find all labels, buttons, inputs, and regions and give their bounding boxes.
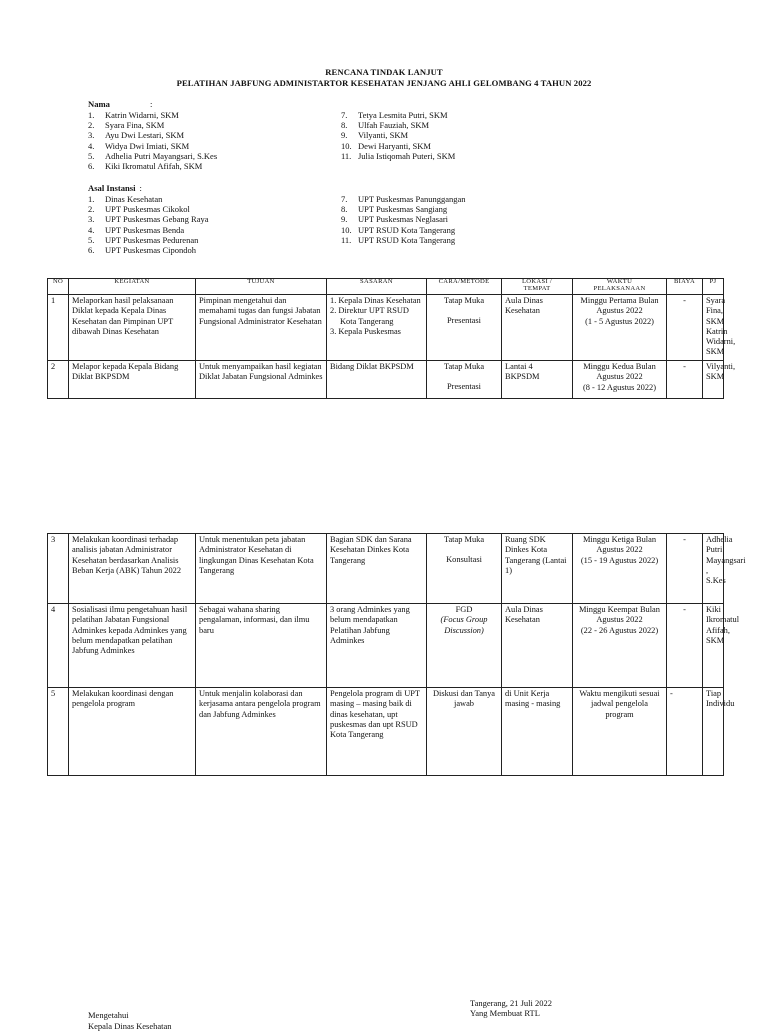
cell-no: 4 <box>48 604 69 688</box>
header-waktu: WAKTU PELAKSANAAN <box>573 279 667 295</box>
table-row <box>48 534 724 604</box>
cell-waktu: Minggu Kedua Bulan Agustus 2022 (8 - 12 Agustus 2022) <box>573 361 667 399</box>
list-item: 3. UPT Puskesmas Gebang Raya <box>88 214 209 225</box>
signature-left <box>88 1010 172 1032</box>
cell-sasaran: 3 orang Adminkes yang belum mendapatkan Pelatihan Jabfung Adminkes <box>327 604 427 688</box>
cell-biaya: - <box>667 688 703 776</box>
list-item: 8. Ulfah Fauziah, SKM <box>341 120 430 131</box>
cell-cara: Tatap Muka Konsultasi <box>427 534 502 604</box>
sasaran-item: 2. Direktur UPT RSUD Kota Tangerang <box>330 306 409 326</box>
cell-kegiatan: Melakukan koordinasi dengan pengelola program <box>69 688 196 776</box>
list-item: 2. Syara Fina, SKM <box>88 120 165 131</box>
table-row <box>48 688 724 776</box>
cell-biaya: - <box>667 604 703 688</box>
cell-tujuan: Untuk menyampaikan hasil kegiatan Diklat Jabatan Fungsional Adminkes <box>196 361 327 399</box>
cell-cara: Diskusi dan Tanya jawab <box>427 688 502 776</box>
sasaran-item: 3. Kepala Puskesmas <box>330 326 401 336</box>
list-item: 6. UPT Puskesmas Cipondoh <box>88 244 196 255</box>
cell-pj: Adhelia Putri Mayangsari , S.Kes <box>703 534 724 604</box>
list-item: 6. Kiki Ikromatul Afifah, SKM <box>88 160 203 171</box>
list-item: 1. Katrin Widarni, SKM <box>88 110 179 120</box>
cell-kegiatan: Melapor kepada Kepala Bidang Diklat BKPSDM <box>69 361 196 399</box>
cell-lokasi: Aula Dinas Kesehatan <box>502 295 573 361</box>
table-row <box>48 361 724 399</box>
cell-biaya: - <box>667 361 703 399</box>
cell-pj: Vilyanti, SKM <box>703 361 724 399</box>
list-item: 3. Ayu Dwi Lestari, SKM <box>88 130 185 141</box>
cell-tujuan: Sebagai wahana sharing pengalaman, informasi, dan ilmu baru <box>196 604 327 688</box>
cell-pj: Tiap Individu <box>703 688 724 776</box>
cell-pj: Kiki Ikromatul Afifah, SKM <box>703 604 724 688</box>
table-header-row <box>48 279 724 295</box>
signature-approval: Mengetahui <box>88 1010 129 1020</box>
rtl-table-part-1 <box>47 278 736 399</box>
list-item: 11. Julia Istiqomah Puteri, SKM <box>341 150 456 161</box>
list-item: 9. Vilyanti, SKM <box>341 130 409 141</box>
cell-biaya: - <box>667 534 703 604</box>
cell-lokasi: Lantai 4 BKPSDM <box>502 361 573 399</box>
list-item: 5. UPT Puskesmas Pedurenan <box>88 234 199 245</box>
nama-list-right <box>341 110 455 161</box>
signature-right <box>470 998 552 1018</box>
instansi-colon: : <box>139 183 142 193</box>
nama-label <box>88 99 152 109</box>
cell-no: 2 <box>48 361 69 399</box>
header-lokasi: LOKASI / TEMPAT <box>502 279 573 295</box>
cell-waktu: Waktu mengikuti sesuai jadwal pengelola program <box>573 688 667 776</box>
sasaran-item: 1. Kepala Dinas Kesehatan <box>330 296 421 305</box>
instansi-list-left <box>88 194 209 255</box>
list-item: 4. Widya Dwi Imiati, SKM <box>88 140 190 151</box>
list-item: 10. Dewi Haryanti, SKM <box>341 140 431 151</box>
list-item: 7. UPT Puskesmas Panunggangan <box>341 194 466 204</box>
signature-date: Tangerang, 21 Juli 2022 <box>470 998 553 1008</box>
cell-waktu: Minggu Pertama Bulan Agustus 2022 (1 - 5 Agustus 2022) <box>573 295 667 361</box>
table-row <box>48 295 724 361</box>
nama-label-text: Nama <box>88 99 110 109</box>
cell-tujuan: Untuk menjalin kolaborasi dan kerjasama antara pengelola program dan Jabfung Adminkes <box>196 688 327 776</box>
cell-waktu: Minggu Ketiga Bulan Agustus 2022 (15 - 19 Agustus 2022) <box>573 534 667 604</box>
list-item: 4. UPT Puskesmas Benda <box>88 224 185 235</box>
header-biaya: BIAYA <box>667 279 703 295</box>
list-item: 9. UPT Puskesmas Neglasari <box>341 214 449 225</box>
signature-head: Kepala Dinas Kesehatan <box>88 1021 172 1032</box>
cell-no: 3 <box>48 534 69 604</box>
cell-sasaran <box>327 295 427 361</box>
header-tujuan: TUJUAN <box>196 279 327 295</box>
cell-no: 1 <box>48 295 69 361</box>
table-row <box>48 604 724 688</box>
cell-no: 5 <box>48 688 69 776</box>
nama-colon: : <box>149 99 153 109</box>
cell-biaya: - <box>667 295 703 361</box>
document-title: RENCANA TINDAK LANJUT <box>325 67 443 77</box>
cell-cara: Tatap Muka Presentasi <box>427 295 502 361</box>
cell-lokasi: di Unit Kerja masing - masing <box>502 688 573 776</box>
header-sasaran: SASARAN <box>327 279 427 295</box>
cell-lokasi: Ruang SDK Dinkes Kota Tangerang (Lantai 1) <box>502 534 573 604</box>
nama-list-left <box>88 110 217 171</box>
instansi-label-text: Asal Instansi <box>88 183 136 193</box>
cell-tujuan: Pimpinan mengetahui dan memahami tugas dan fungsi Jabatan Fungsional Administrator Kesehatan <box>196 295 327 361</box>
header-kegiatan: KEGIATAN <box>69 279 196 295</box>
cell-cara: Tatap Muka Presentasi <box>427 361 502 399</box>
cell-kegiatan: Sosialisasi ilmu pengetahuan hasil pelatihan Jabatan Fungsional Adminkes kepada Adminkes yang belum mendapatkan pelatihan Jabfung Adminkes <box>69 604 196 688</box>
cell-sasaran: Pengelola program di UPT masing – masing baik di dinas kesehatan, upt puskesmas dan upt RSUD Kota Tangerang <box>327 688 427 776</box>
instansi-label <box>88 183 142 193</box>
cell-pj: Syara Fina, SKM Katrin Widarni, SKM <box>703 295 724 361</box>
document-subtitle: PELATIHAN JABFUNG ADMINISTARTOR KESEHATAN JENJANG AHLI GELOMBANG 4 TAHUN 2022 <box>176 78 592 88</box>
cell-waktu: Minggu Keempat Bulan Agustus 2022 (22 - 26 Agustus 2022) <box>573 604 667 688</box>
cell-sasaran: Bagian SDK dan Sarana Kesehatan Dinkes Kota Tangerang <box>327 534 427 604</box>
list-item: 11. UPT RSUD Kota Tangerang <box>341 234 456 245</box>
cell-sasaran: Bidang Diklat BKPSDM <box>327 361 427 399</box>
rtl-table-part-2 <box>47 533 746 776</box>
instansi-list-right <box>341 194 466 245</box>
cell-kegiatan: Melaporkan hasil pelaksanaan Diklat kepada Kepala Dinas Kesehatan dan Pimpinan UPT dibawah Dinas Kesehatan <box>69 295 196 361</box>
header-cara: CARA/METODE <box>427 279 502 295</box>
list-item: 10. UPT RSUD Kota Tangerang <box>341 224 456 235</box>
header-pj: PJ <box>703 279 724 295</box>
list-item: 5. Adhelia Putri Mayangsari, S.Kes <box>88 150 218 161</box>
list-item: 8. UPT Puskesmas Sangiang <box>341 204 448 215</box>
cell-lokasi: Aula Dinas Kesehatan <box>502 604 573 688</box>
cell-cara: FGD (Focus Group Discussion) <box>427 604 502 688</box>
signature-maker: Yang Membuat RTL <box>470 1008 540 1018</box>
list-item: 2. UPT Puskesmas Cikokol <box>88 204 190 215</box>
list-item: 1. Dinas Kesehatan <box>88 194 163 204</box>
cell-kegiatan: Melakukan koordinasi terhadap analisis jabatan Administrator Kesehatan berdasarkan Analisis Beban Kerja (ABK) Tahun 2022 <box>69 534 196 604</box>
cell-tujuan: Untuk menentukan peta jabatan Administrator Kesehatan di lingkungan Dinas Kesehatan Kota Tangerang <box>196 534 327 604</box>
list-item: 7. Tetya Lesmita Putri, SKM <box>341 110 448 120</box>
header-no: NO <box>48 279 69 295</box>
